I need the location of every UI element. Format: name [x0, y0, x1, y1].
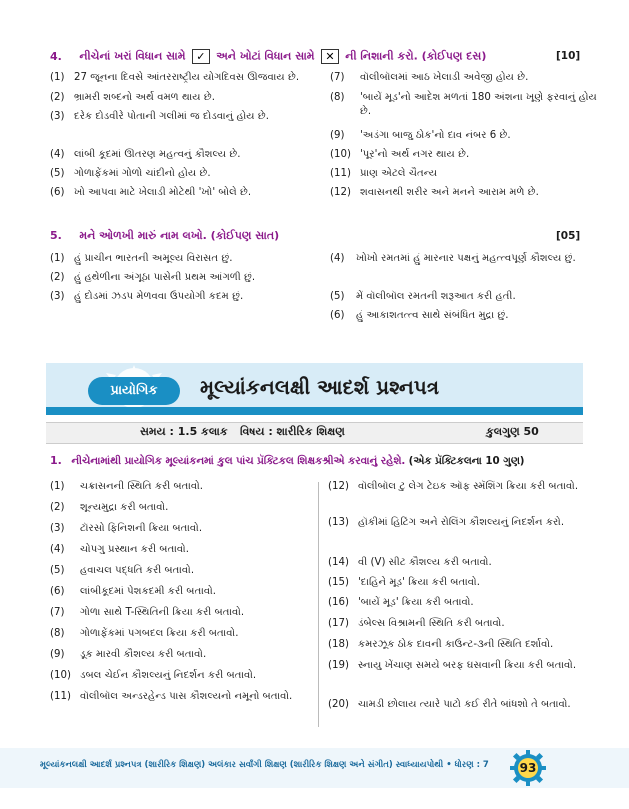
list-item: (9) 'અડંગા બાજુ ઠોક'નો દાવ નંબર 6 છે.	[330, 130, 511, 141]
q4-marks: [10]	[556, 50, 581, 62]
banner-bar	[46, 407, 583, 415]
p1-number: 1.	[50, 454, 62, 467]
p1-heading	[50, 454, 525, 468]
list-item: (6) હું આકાશતત્ત્વ સાથે સંબંધિત મુદ્રા છું.	[330, 310, 509, 321]
page-number: 93	[519, 761, 537, 775]
q4-number: 4.	[50, 49, 62, 63]
list-item: (8) ગોળાફેંકમાં પગબદલ ક્રિયા કરી બતાવો.	[50, 628, 239, 639]
column-divider	[318, 482, 319, 727]
q5-number: 5.	[50, 229, 62, 242]
page-title: મૂલ્યાંકનલક્ષી આદર્શ પ્રશ્નપત્ર	[200, 375, 440, 399]
list-item: (6) ખો આપવા માટે ખેલાડી મોટેથી 'ખો' બોલે છે.	[50, 187, 252, 198]
q4-heading-a: નીચેનાં ખરાં વિધાન સામે	[79, 49, 186, 63]
list-item: (1) હું પ્રાચીન ભારતની અમૂલ્ય વિરાસત છું.	[50, 253, 233, 264]
list-item: (10) 'પૂર'નો અર્થ નગર થાય છે.	[330, 149, 470, 160]
list-item: (3) ટૉરસો ફિનિશની ક્રિયા બતાવો.	[50, 523, 203, 534]
p1-heading-text: નીચેનામાંથી પ્રાયોગિક મૂલ્યાંકનમાં કુલ પાંચ પ્રૅક્ટિકલ શિક્ષકશ્રીએ કરવાનું રહેશે.	[71, 455, 406, 467]
list-item: (1) ચક્રાસનની સ્થિતિ કરી બતાવો.	[50, 481, 204, 492]
list-item: (14) વી (V) સીટ કૌશલ્ય કરી બતાવો.	[328, 557, 492, 568]
list-item: (3) હું દોડમાં ઝડપ મેળવવા ઉપયોગી કદમ છું.	[50, 291, 244, 302]
banner-tab: પ્રાયોગિક	[88, 377, 180, 405]
q5-heading-text: મને ઓળખી મારું નામ લખો. (કોઈપણ સાત)	[79, 229, 280, 242]
q5-heading	[50, 229, 279, 243]
q4-heading	[50, 49, 486, 64]
cross-icon: ✕	[321, 49, 339, 64]
list-item: (4) ચોપગુ પ્રસ્થાન કરી બતાવો.	[50, 544, 189, 555]
list-item: (17) ડંબેલ્સ વિશ્રામની સ્થિતિ કરી બતાવો.	[328, 618, 505, 629]
list-item: (8) 'બાયેં મૂડ'નો આદેશ મળતાં 180 અંશના ખૂણે ફરવાનું હોય છે.	[330, 92, 597, 117]
list-item: (2) ભ્રામરી શબ્દનો અર્થ વમળ થાય છે.	[50, 92, 215, 103]
list-item: (7) વૉલીબૉલમાં આઠ ખેલાડી અવેજી હોય છે.	[330, 72, 529, 83]
exam-subject: વિષય : શારીરિક શિક્ષણ	[240, 425, 345, 438]
list-item: (1) 27 જૂનના દિવસે આંતરરાષ્ટ્રીય યોગદિવસ ઊજવાય છે.	[50, 72, 300, 83]
list-item: (16) 'બાયેં મૂડ' ક્રિયા કરી બતાવો.	[328, 597, 474, 608]
p1-heading-suffix: (એક પ્રૅક્ટિકલના 10 ગુણ)	[408, 455, 525, 467]
list-item: (19) સ્નાયુ ખેંચાણ સમયે બરફ ઘસવાની ક્રિયા કરી બતાવો.	[328, 660, 577, 671]
list-item: (6) લાંબીકૂદમાં પેશકદમી કરી બતાવો.	[50, 586, 216, 597]
list-item: (5) મેં વૉલીબૉલ રમતની શરૂઆત કરી હતી.	[330, 291, 516, 302]
list-item: (12) વૉલીબૉલ ટુ લેગ ટેઇક ઑફ સ્મૅશિંગ ક્રિયા કરી બતાવો.	[328, 481, 579, 492]
exam-total: કુલગુણ 50	[486, 425, 539, 438]
list-item: (9) ડૂક મારવી કૌશલ્ય કરી બતાવો.	[50, 649, 207, 660]
list-item: (10) ડબલ ચેઈન કૌશલ્યનું નિદર્શન કરી બતાવો.	[50, 670, 257, 681]
list-item: (12) શવાસનથી શરીર અને મનને આરામ મળે છે.	[330, 187, 539, 198]
list-item: (5) ગોળાફેંકમાં ગોળો ચાંદીનો હોય છે.	[50, 168, 211, 179]
list-item: (2) શૂન્યમુદ્રા કરી બતાવો.	[50, 502, 169, 513]
list-item: (13) હૉકીમાં હિટિંગ અને રોલિંગ કૌશલ્યનું નિદર્શન કરો.	[328, 517, 565, 528]
list-item: (4) ખોખો રમતમાં હું મારનાર પક્ષનું મહત્ત્વપૂર્ણ કૌશલ્ય છું.	[330, 253, 576, 264]
q5-marks: [05]	[556, 230, 581, 242]
list-item: (15) 'દાહિને મૂડ' ક્રિયા કરી બતાવો.	[328, 577, 480, 588]
list-item: (5) હવાચલ પદ્ધતિ કરી બતાવો.	[50, 565, 195, 576]
q4-heading-c: ની નિશાની કરો. (કોઈપણ દસ)	[345, 49, 487, 63]
list-item: (4) લાંબી કૂદમાં ઊતરણ મહત્વનું કૌશલ્ય છે.	[50, 149, 241, 160]
list-item: (18) કમરઝૂક ઠોક દાવની કાઉન્ટ-૩ની સ્થિતિ દર્શાવો.	[328, 639, 554, 650]
footer-text: મૂલ્યાંકનલક્ષી આદર્શ પ્રશ્નપત્ર (શારીરિક શિક્ષણ) અલંકાર સર્વાંગી શિક્ષણ (શારીરિક શિક્ષણ અને સંગીત) સ્વાધ્યાયપોથી • ધોરણ : 7	[40, 760, 489, 770]
exam-time: સમય : 1.5 કલાક	[140, 425, 228, 438]
list-item: (20) ચામડી છોલાય ત્યારે પાટો કઈ રીતે બાંધશો તે બતાવો.	[328, 699, 571, 710]
tick-icon: ✓	[192, 49, 210, 64]
list-item: (11) પ્રાણ એટલે ચૈતન્ય	[330, 168, 438, 179]
list-item: (3) દરેક દોડવીરે પોતાની ગલીમાં જ દોડવાનું હોય છે.	[50, 111, 269, 122]
list-item: (7) ગોળા સાથે T-સ્થિતિની ક્રિયા કરી બતાવો.	[50, 607, 245, 618]
q4-heading-b: અને ખોટાં વિધાન સામે	[216, 49, 315, 63]
list-item: (2) હું હથેળીના અંગૂઠા પાસેની પ્રથમ આંગળી છું.	[50, 272, 256, 283]
list-item: (11) વૉલીબૉલ અન્ડરહેન્ડ પાસ કૌશલ્યનો નમૂનો બતાવો.	[50, 691, 293, 702]
